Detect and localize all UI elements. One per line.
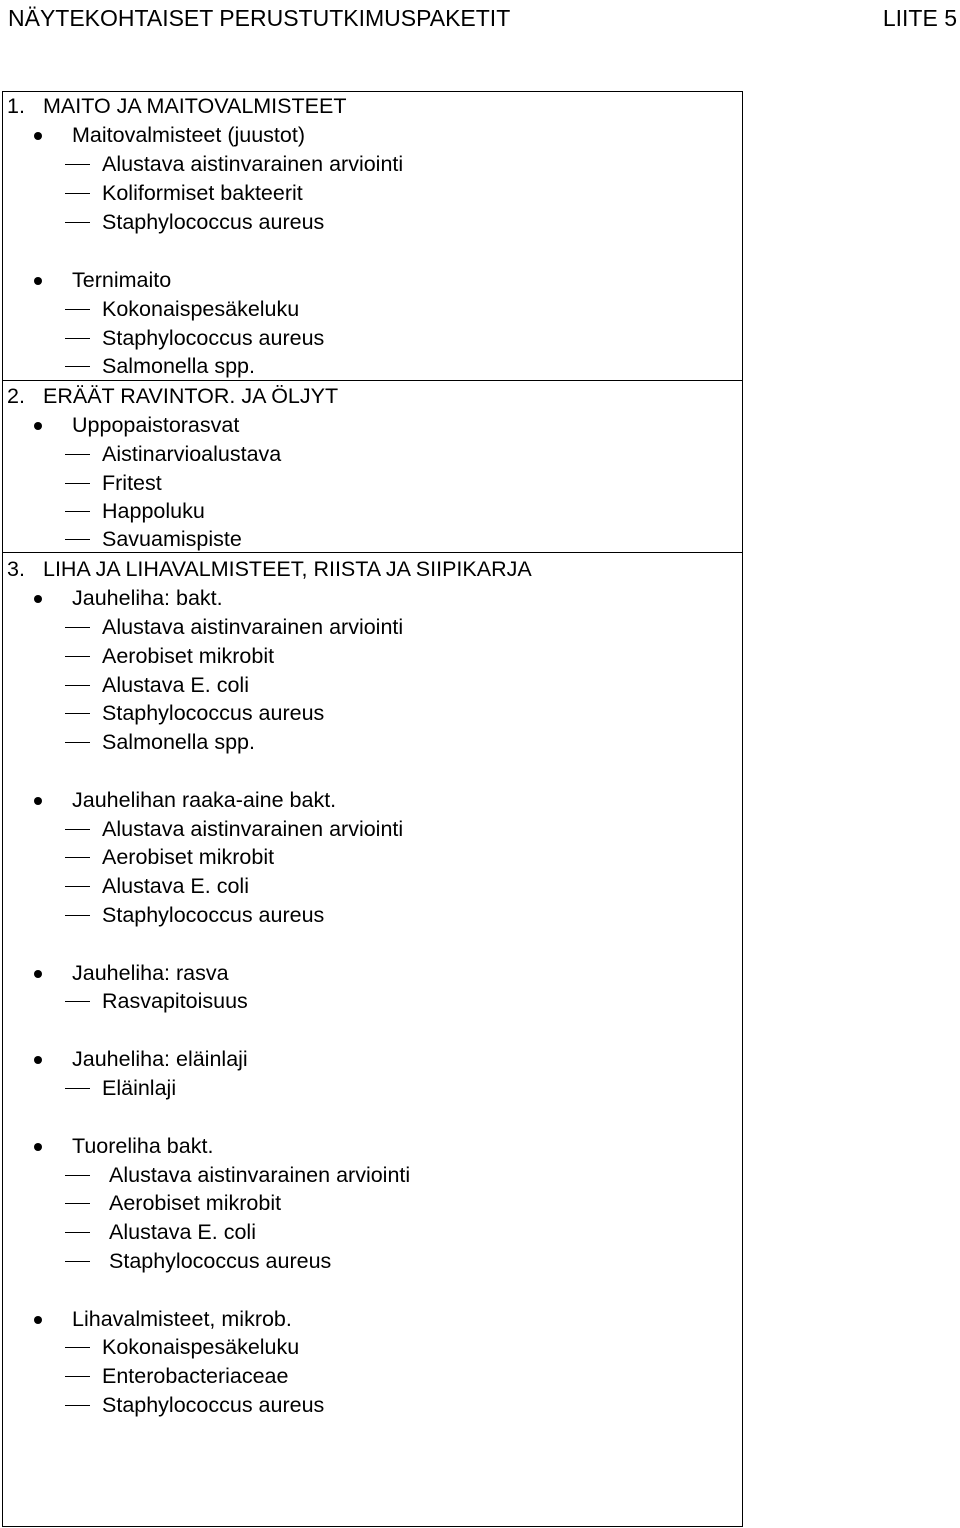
analysis-row: [3, 699, 742, 728]
analysis-item: Staphylococcus aureus: [102, 1393, 325, 1417]
analysis-row: [3, 728, 742, 757]
dash-icon: [65, 685, 90, 686]
sample-type-row: [3, 786, 742, 815]
section-number: 2.: [7, 384, 25, 408]
dash-icon: [65, 539, 90, 540]
analysis-row: [3, 295, 742, 324]
analysis-row: [3, 208, 742, 237]
sample-type: Ternimaito: [72, 268, 172, 292]
dash-icon: [65, 742, 90, 743]
analysis-row: [3, 150, 742, 179]
analysis-item: Alustava aistinvarainen arviointi: [109, 1163, 411, 1187]
test-package-table: [2, 91, 743, 1527]
dash-icon: [65, 193, 90, 194]
sample-type-row: [3, 1045, 742, 1074]
analysis-row: [3, 987, 742, 1016]
analysis-item: Staphylococcus aureus: [102, 701, 325, 725]
analysis-item: Aerobiset mikrobit: [109, 1191, 282, 1215]
dash-icon: [65, 1088, 90, 1089]
analysis-item: Happoluku: [102, 499, 205, 523]
analysis-row: [3, 1391, 742, 1420]
bullet-icon: [34, 132, 42, 140]
analysis-row: [3, 179, 742, 208]
analysis-row: [3, 352, 742, 381]
sample-type-row: [3, 584, 742, 613]
bullet-icon: [34, 1143, 42, 1151]
analysis-item: Alustava aistinvarainen arviointi: [102, 817, 404, 841]
dash-icon: [65, 627, 90, 628]
analysis-item: Fritest: [102, 471, 162, 495]
bullet-icon: [34, 1056, 42, 1064]
dash-icon: [65, 829, 90, 830]
dash-icon: [65, 454, 90, 455]
analysis-row: [3, 1362, 742, 1391]
dash-icon: [65, 713, 90, 714]
analysis-item: Rasvapitoisuus: [102, 989, 248, 1013]
dash-icon: [65, 886, 90, 887]
dash-icon: [65, 366, 90, 367]
dash-icon: [65, 1175, 90, 1176]
dash-icon: [65, 164, 90, 165]
sample-type: Jauhelihan raaka-aine bakt.: [72, 788, 337, 812]
analysis-item: Staphylococcus aureus: [102, 903, 325, 927]
dash-icon: [65, 309, 90, 310]
page-header: [8, 3, 957, 33]
analysis-item: Staphylococcus aureus: [102, 326, 325, 350]
analysis-item: Koliformiset bakteerit: [102, 181, 303, 205]
dash-icon: [65, 1232, 90, 1233]
analysis-row: [3, 843, 742, 872]
appendix-label: LIITE 5: [882, 5, 957, 31]
sample-type: Maitovalmisteet (juustot): [72, 123, 305, 147]
sample-type-row: [3, 1132, 742, 1161]
sample-type-row: [3, 411, 742, 440]
analysis-row: [3, 1247, 742, 1276]
analysis-item: Salmonella spp.: [102, 354, 255, 378]
analysis-row: [3, 1189, 742, 1218]
analysis-row: [3, 642, 742, 671]
sample-type: Uppopaistorasvat: [72, 413, 240, 437]
analysis-row: [3, 1161, 742, 1190]
dash-icon: [65, 222, 90, 223]
analysis-item: Staphylococcus aureus: [109, 1249, 332, 1273]
dash-icon: [65, 1203, 90, 1204]
analysis-item: Staphylococcus aureus: [102, 210, 325, 234]
section-heading: [3, 92, 742, 121]
section-number: 1.: [7, 94, 25, 118]
section-title: LIHA JA LIHAVALMISTEET, RIISTA JA SIIPIKARJA: [43, 557, 532, 581]
dash-icon: [65, 1261, 90, 1262]
bullet-icon: [34, 1316, 42, 1324]
section-number: 3.: [7, 557, 25, 581]
sample-type-row: [3, 959, 742, 988]
sample-type: Jauheliha: rasva: [72, 961, 229, 985]
analysis-item: Alustava aistinvarainen arviointi: [102, 615, 404, 639]
analysis-row: [3, 1333, 742, 1362]
analysis-row: [3, 901, 742, 930]
analysis-item: Kokonaispesäkeluku: [102, 1335, 300, 1359]
analysis-item: Alustava E. coli: [109, 1220, 256, 1244]
dash-icon: [65, 1347, 90, 1348]
analysis-item: Aerobiset mikrobit: [102, 845, 275, 869]
analysis-item: Eläinlaji: [102, 1076, 177, 1100]
dash-icon: [65, 857, 90, 858]
analysis-item: Salmonella spp.: [102, 730, 255, 754]
sample-type-row: [3, 1305, 742, 1334]
document-title: NÄYTEKOHTAISET PERUSTUTKIMUSPAKETIT: [8, 5, 511, 31]
bullet-icon: [34, 970, 42, 978]
bullet-icon: [34, 422, 42, 430]
sample-type-row: [3, 266, 742, 295]
analysis-row: [3, 497, 742, 526]
analysis-row: [3, 324, 742, 353]
sample-type: Lihavalmisteet, mikrob.: [72, 1307, 292, 1331]
sample-type: Tuoreliha bakt.: [72, 1134, 214, 1158]
section-title: ERÄÄT RAVINTOR. JA ÖLJYT: [43, 384, 339, 408]
analysis-row: [3, 469, 742, 498]
dash-icon: [65, 1405, 90, 1406]
analysis-item: Aistinarvioalustava: [102, 442, 282, 466]
analysis-item: Alustava aistinvarainen arviointi: [102, 152, 404, 176]
dash-icon: [65, 1001, 90, 1002]
dash-icon: [65, 1376, 90, 1377]
dash-icon: [65, 338, 90, 339]
analysis-item: Alustava E. coli: [102, 673, 249, 697]
section-title: MAITO JA MAITOVALMISTEET: [43, 94, 347, 118]
bullet-icon: [34, 277, 42, 285]
analysis-row: [3, 613, 742, 642]
sample-type: Jauheliha: bakt.: [72, 586, 223, 610]
dash-icon: [65, 915, 90, 916]
analysis-item: Alustava E. coli: [102, 874, 249, 898]
analysis-item: Enterobacteriaceae: [102, 1364, 289, 1388]
analysis-item: Savuamispiste: [102, 527, 242, 551]
section-heading: [3, 382, 742, 411]
sample-type-row: [3, 121, 742, 150]
analysis-row: [3, 815, 742, 844]
dash-icon: [65, 483, 90, 484]
analysis-item: Kokonaispesäkeluku: [102, 297, 300, 321]
analysis-row: [3, 671, 742, 700]
sample-type: Jauheliha: eläinlaji: [72, 1047, 248, 1071]
analysis-row: [3, 440, 742, 469]
analysis-row: [3, 525, 742, 554]
bullet-icon: [34, 797, 42, 805]
dash-icon: [65, 656, 90, 657]
analysis-row: [3, 872, 742, 901]
dash-icon: [65, 511, 90, 512]
analysis-row: [3, 1074, 742, 1103]
analysis-row: [3, 1218, 742, 1247]
bullet-icon: [34, 595, 42, 603]
analysis-item: Aerobiset mikrobit: [102, 644, 275, 668]
section-heading: [3, 555, 742, 584]
